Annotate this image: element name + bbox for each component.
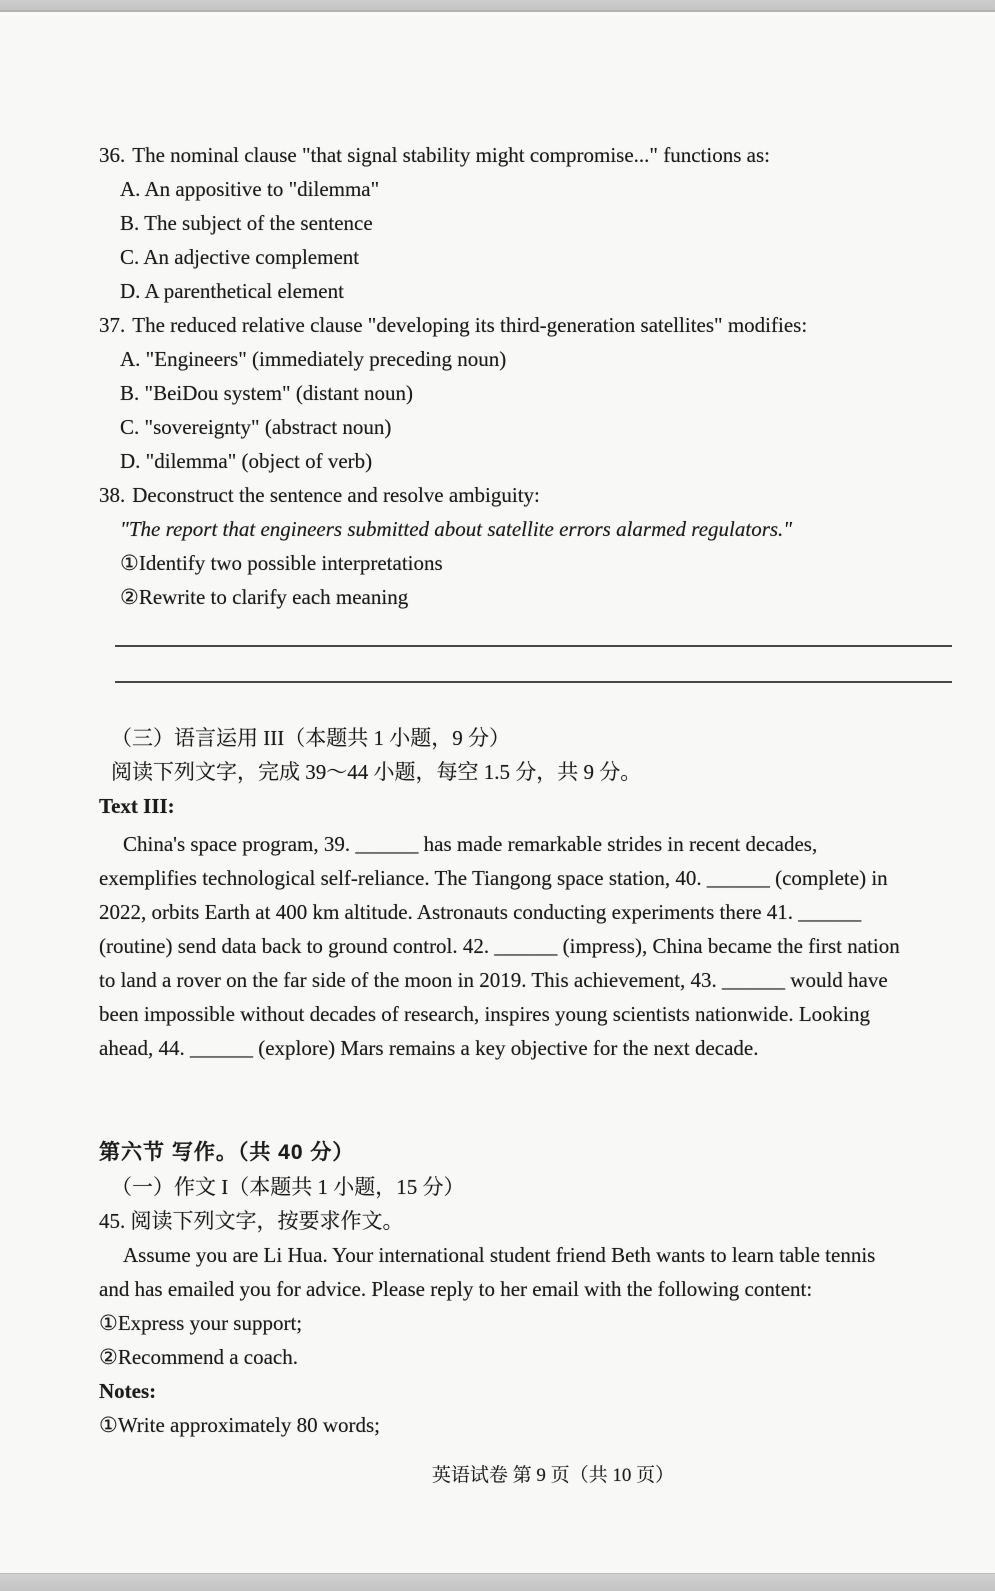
question-stem [99, 138, 952, 172]
text-3-label: Text III: [99, 794, 175, 818]
writing-section-heading: 第六节 写作。（共 40 分） [99, 1141, 355, 1164]
task-step-2: ②Rewrite to clarify each meaning [120, 585, 409, 609]
notes-label: Notes: [99, 1379, 157, 1403]
section-writing [99, 1136, 952, 1442]
example-sentence: "The report that engineers submitted about satellite errors alarmed regulators." [120, 517, 793, 541]
question-stem-text: The nominal clause "that signal stability might compromise..." functions as: [132, 143, 770, 167]
scanner-bar-bottom [0, 1573, 995, 1591]
question-stem-text: Deconstruct the sentence and resolve ambiguity: [132, 483, 540, 507]
passage-line: 2022, orbits Earth at 400 km altitude. Astronauts conducting experiments there 41. ______ [99, 900, 862, 924]
answer-blank-line [115, 647, 952, 683]
option-a: A. An appositive to "dilemma" [120, 177, 380, 201]
scanner-bar-top [0, 0, 995, 12]
option-d: D. "dilemma" (object of verb) [120, 449, 373, 473]
page-footer: 英语试卷 第 9 页（共 10 页） [431, 1465, 675, 1486]
section-language-use-3 [99, 721, 952, 1065]
writing-point-1: ①Express your support; [99, 1311, 303, 1335]
question-stem-text: The reduced relative clause "developing its third-generation satellites" modifies: [132, 313, 808, 337]
answer-blank-line [115, 614, 952, 647]
option-b: B. The subject of the sentence [120, 211, 373, 235]
question-number: 37. [99, 313, 126, 337]
cloze-passage [99, 827, 952, 1065]
question-stem [99, 478, 952, 512]
passage-line: (routine) send data back to ground control. 42. ______ (impress), China became the first nation [99, 934, 900, 958]
note-1: ①Write approximately 80 words; [99, 1413, 380, 1437]
option-c: C. An adjective complement [120, 245, 360, 269]
question-number: 36. [99, 143, 126, 167]
task-step-1: ①Identify two possible interpretations [120, 551, 443, 575]
exam-page [0, 14, 995, 1493]
passage-line: to land a rover on the far side of the moon in 2019. This achievement, 43. ______ would have [99, 968, 888, 992]
question-stem [99, 308, 952, 342]
question-38 [99, 478, 952, 614]
passage-line: been impossible without decades of research, inspires young scientists nationwide. Looking [99, 1002, 871, 1026]
section-instructions: 阅读下列文字，完成 39～44 小题，每空 1.5 分，共 9 分。 [111, 760, 642, 784]
writing-point-2: ②Recommend a coach. [99, 1345, 298, 1369]
passage-line: exemplifies technological self-reliance. The Tiangong space station, 40. ______ (complete) in [99, 866, 888, 890]
section-heading: （三）语言运用 III（本题共 1 小题，9 分） [111, 726, 510, 750]
question-number: 38. [99, 483, 126, 507]
question-36 [99, 138, 952, 308]
passage-line: ahead, 44. ______ (explore) Mars remains a key objective for the next decade. [99, 1036, 759, 1060]
option-c: C. "sovereignty" (abstract noun) [120, 415, 392, 439]
question-45: 45. 阅读下列文字，按要求作文。 [99, 1209, 404, 1233]
option-b: B. "BeiDou system" (distant noun) [120, 381, 414, 405]
writing-prompt-line: Assume you are Li Hua. Your international student friend Beth wants to learn table tennis [123, 1243, 876, 1267]
writing-prompt-line: and has emailed you for advice. Please reply to her email with the following content: [99, 1277, 813, 1301]
passage-line: China's space program, 39. ______ has made remarkable strides in recent decades, [123, 832, 818, 856]
writing-sub-heading: （一）作文 I（本题共 1 小题，15 分） [111, 1175, 465, 1199]
answer-area [115, 614, 952, 683]
question-37 [99, 308, 952, 478]
option-d: D. A parenthetical element [120, 279, 344, 303]
option-a: A. "Engineers" (immediately preceding noun) [120, 347, 507, 371]
